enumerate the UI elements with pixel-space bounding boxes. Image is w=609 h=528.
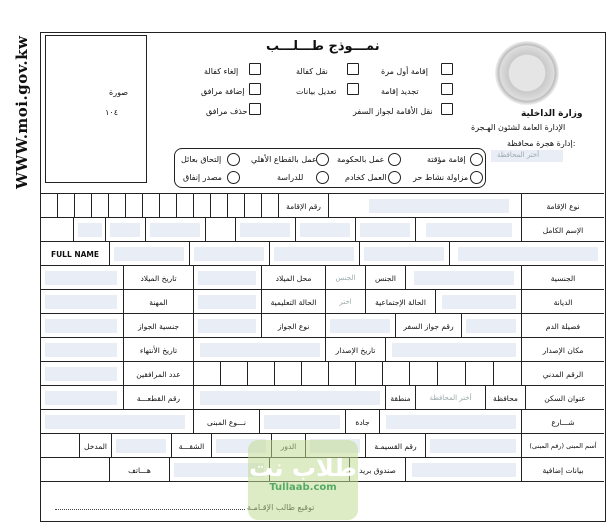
fullname-ar-input[interactable]	[426, 223, 512, 237]
civil-id-label: الرقم المدني	[521, 362, 604, 386]
res-expense-radio[interactable]	[227, 171, 240, 184]
req-delete-companion-label: حذف مرافق	[206, 107, 248, 116]
marital-label: الحالة الإجتماعية	[365, 290, 435, 314]
row-religion	[41, 289, 604, 314]
photo-number: ١٠٤	[105, 108, 118, 117]
residence-number-input[interactable]	[369, 199, 509, 213]
row-nationality	[41, 265, 604, 290]
issue-place-label: مكان الإصدار	[521, 338, 604, 362]
res-study-label: للدراسة	[277, 173, 304, 182]
req-edit-data-checkbox[interactable]	[347, 83, 359, 95]
row-residence	[41, 193, 604, 218]
res-freelance-radio[interactable]	[470, 171, 483, 184]
issue-date-input[interactable]	[200, 343, 320, 357]
avenue-label: جادة	[345, 410, 379, 434]
photo-box	[45, 35, 147, 183]
passport-type-input[interactable]	[198, 319, 256, 333]
res-dependent-label: إلتحاق بعائل	[181, 155, 222, 164]
building-type-input[interactable]	[45, 415, 185, 429]
entrance-input[interactable]	[116, 439, 166, 453]
fullname-en-label: FULL NAME	[50, 249, 100, 259]
birthplace-label: محل الميلاد	[261, 266, 325, 290]
req-transfer-sponsor-checkbox[interactable]	[347, 63, 359, 75]
row-blood	[41, 313, 604, 338]
building-name-label: (رقم المبنى) أسم المبنى	[521, 434, 604, 458]
req-transfer-sponsor-label: نقل كفالة	[296, 67, 328, 76]
fullname-ar-label: الإسم الكامل	[521, 218, 604, 242]
expiry-input[interactable]	[45, 343, 117, 357]
block-label: رقم القطعـــة	[123, 386, 193, 410]
kuwait-emblem-icon	[495, 41, 559, 105]
row-civil	[41, 361, 604, 386]
governorate-label: محافظة	[485, 386, 525, 410]
plot-label: رقم القسيمـة	[365, 434, 425, 458]
issue-date-label: تاريخ الإصدار	[325, 338, 385, 362]
res-study-radio[interactable]	[316, 171, 329, 184]
nationality-input[interactable]	[414, 271, 514, 285]
office-select[interactable]	[491, 150, 563, 162]
issue-place-input[interactable]	[392, 343, 516, 357]
res-servant-label: العمل كخادم	[345, 173, 387, 182]
nationality-label: الجنسية	[521, 266, 604, 290]
birthdate-label: تاريخ الميلاد	[123, 266, 193, 290]
residence-number-label: رقم الإقامة	[278, 194, 328, 218]
res-gov-label: عمل بالحكومة	[337, 155, 385, 164]
row-issue	[41, 337, 604, 362]
block-input[interactable]	[45, 391, 117, 405]
education-input[interactable]	[198, 295, 256, 309]
res-expense-label: مصدر إنفاق	[183, 173, 222, 182]
avenue-input[interactable]	[264, 415, 340, 429]
passport-number-input[interactable]	[330, 319, 390, 333]
watermark-logo	[248, 440, 358, 520]
row-fullname-en	[41, 241, 604, 266]
req-cancel-sponsor-label: إلغاء كفالة	[204, 67, 239, 76]
req-first-residence-label: إقامة أول مرة	[381, 67, 428, 76]
extra-data-label: بيانات إضافية	[521, 458, 604, 482]
building-type-label: نـــوع المبنى	[193, 410, 259, 434]
passport-type-label: نوع الجواز	[261, 314, 325, 338]
building-name-input[interactable]	[430, 439, 516, 453]
req-renew-checkbox[interactable]	[441, 83, 453, 95]
ministry-name: وزارة الداخلية	[521, 109, 583, 119]
street-label: شـــارع	[521, 410, 604, 434]
req-edit-data-label: تعديل بيانات	[296, 87, 337, 96]
row-fullname-ar	[41, 217, 604, 242]
gender-label: الجنس	[365, 266, 405, 290]
blood-input[interactable]	[466, 319, 516, 333]
job-label: المهنة	[123, 290, 193, 314]
res-temp-label: إقامة مؤقتة	[427, 155, 466, 164]
res-dependent-radio[interactable]	[227, 153, 240, 166]
religion-label: الديانة	[521, 290, 604, 314]
passport-nationality-label: جنسية الجواز	[123, 314, 193, 338]
req-add-companion-label: إضافة مرافق	[201, 87, 245, 96]
companions-label: عدد المرافقين	[123, 362, 193, 386]
res-private-label: عمل بالقطاع الأهلي	[251, 155, 317, 164]
flat-label: الشقـــة	[171, 434, 211, 458]
req-transfer-passport-label: نقل الأقامة لجواز السفر	[353, 107, 433, 116]
ministry-dept: الإدارة العامة لشئون الهـجرة	[471, 123, 566, 132]
req-transfer-passport-checkbox[interactable]	[441, 103, 453, 115]
passport-nationality-input[interactable]	[45, 319, 117, 333]
governorate-select[interactable]: أختر المحافظة	[429, 394, 472, 402]
area-input[interactable]	[200, 391, 380, 405]
residence-type-group	[174, 148, 486, 188]
req-first-residence-checkbox[interactable]	[441, 63, 453, 75]
form-title: نمـــوذج طـــلـــب	[266, 39, 380, 54]
site-url-vertical: WWW.moi.gov.kw	[13, 35, 31, 189]
job-input[interactable]	[45, 295, 117, 309]
address-label: عنوان السكن	[525, 386, 604, 410]
office-select-value: أختر المحافظة	[497, 151, 540, 159]
phone-label: هـــاتف	[109, 458, 169, 482]
res-temp-radio[interactable]	[470, 153, 483, 166]
watermark-site-text: Tullaab.com	[269, 482, 337, 493]
signature-line[interactable]	[55, 509, 245, 510]
res-freelance-label: مزاولة نشاط حر	[413, 173, 469, 182]
religion-input[interactable]	[442, 295, 516, 309]
gender-select[interactable]: الجنس	[335, 274, 356, 282]
row-street	[41, 409, 604, 434]
residence-type-label: نوع الإقامة	[521, 194, 604, 218]
companions-input[interactable]	[45, 367, 117, 381]
birthplace-input[interactable]	[198, 271, 256, 285]
req-renew-label: تجديد إقامة	[381, 87, 419, 96]
blood-label: فصيلة الدم	[521, 314, 604, 338]
req-delete-companion-checkbox[interactable]	[249, 103, 261, 115]
marital-select[interactable]: اختر	[339, 298, 352, 306]
watermark-main-text: طلاب نت	[249, 454, 357, 482]
res-servant-radio[interactable]	[388, 171, 401, 184]
passport-number-label: رقم جواز السفر	[395, 314, 461, 338]
photo-label: صورة	[109, 88, 128, 97]
res-gov-radio[interactable]	[388, 153, 401, 166]
area-label: منطقة	[385, 386, 415, 410]
street-input[interactable]	[386, 415, 516, 429]
pobox-input[interactable]	[412, 463, 516, 477]
birthdate-input[interactable]	[45, 271, 117, 285]
fullname-en-input[interactable]	[114, 247, 184, 261]
row-address	[41, 385, 604, 410]
res-private-radio[interactable]	[316, 153, 329, 166]
office-label: إدارة هجرة محافظة:	[507, 139, 576, 148]
expiry-label: تاريخ الأنتهاء	[123, 338, 193, 362]
req-add-companion-checkbox[interactable]	[249, 83, 261, 95]
pobox-label: صندوق بريد	[349, 458, 405, 482]
req-cancel-sponsor-checkbox[interactable]	[249, 63, 261, 75]
entrance-label: المدخل	[79, 434, 111, 458]
education-label: الحالة التعليمية	[261, 290, 325, 314]
